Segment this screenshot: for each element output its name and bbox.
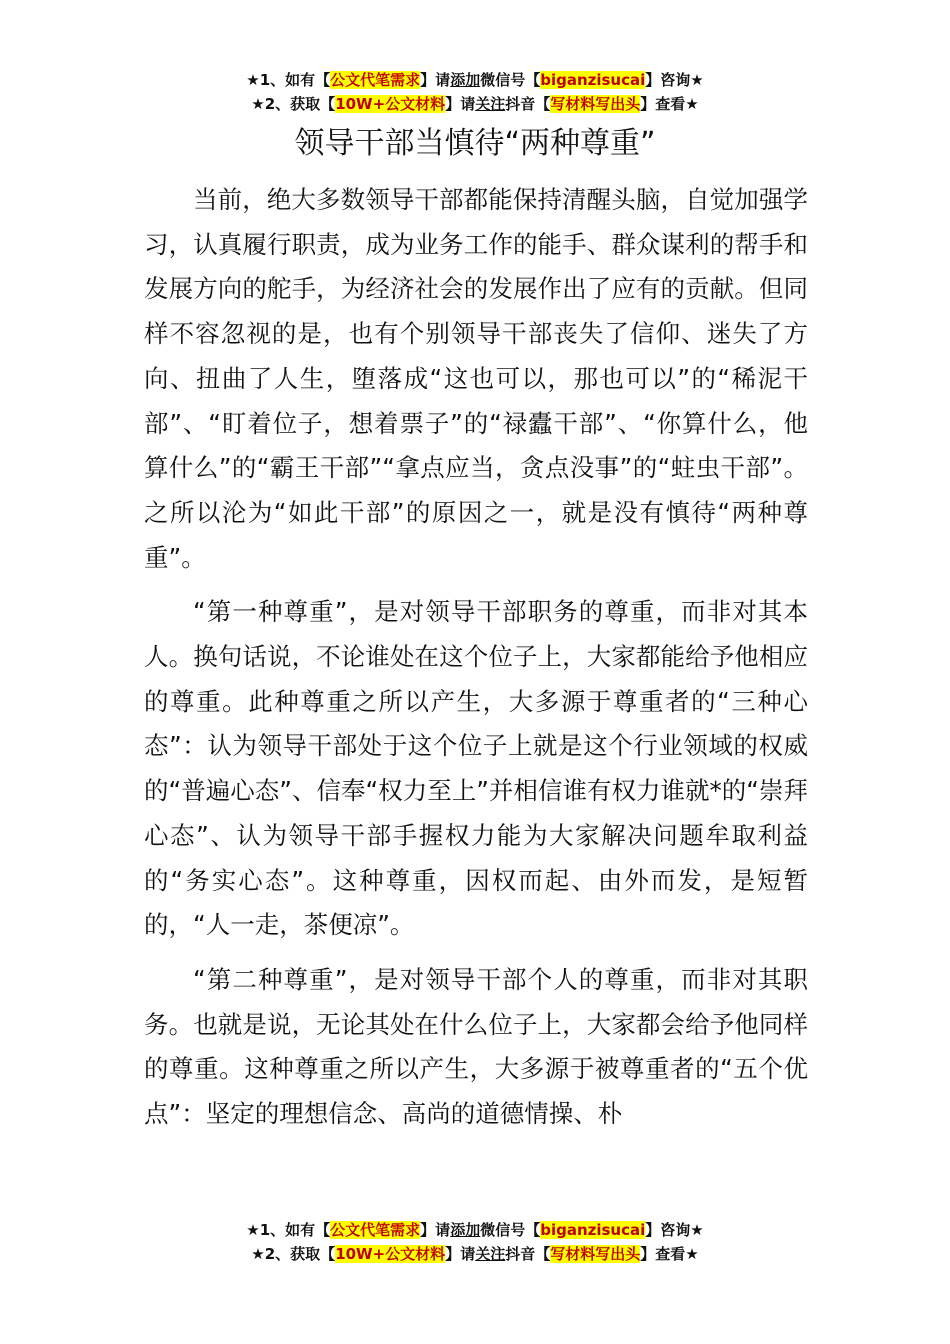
highlight-service: 公文代笔需求: [330, 71, 421, 89]
banner-line-1: ★1、如有【公文代笔需求】请添加微信号【biganzisucai】咨询★: [246, 1221, 704, 1239]
highlight-materials: 10W+公文材料: [335, 1245, 446, 1263]
highlight-materials: 10W+公文材料: [335, 95, 446, 113]
header-banner: [0, 68, 950, 116]
highlight-douyin: 写材料写出头: [550, 1245, 641, 1263]
banner-line-2: ★2、获取【10W+公文材料】请关注抖音【写材料写出头】查看★: [251, 95, 699, 113]
paragraph: 当前，绝大多数领导干部都能保持清醒头脑，自觉加强学习，认真履行职责，成为业务工作的能手、群众谋利的帮手和发展方向的舵手，为经济社会的发展作出了应有的贡献。但同样不容忽视的是，也有个别领导干部丧失了信仰、迷失了方向、扭曲了人生，堕落成“这也可以，那也可以”的“稀泥干部”、“盯着位子，想着票子”的“禄蠹干部”、“你算什么，他算什么”的“霸王干部”“拿点应当，贪点没事”的“蛀虫干部”。之所以沦为“如此干部”的原因之一，就是没有慎待“两种尊重”。: [144, 185, 808, 572]
banner-line-2: ★2、获取【10W+公文材料】请关注抖音【写材料写出头】查看★: [251, 1245, 699, 1263]
footer-banner: [0, 1218, 950, 1266]
article-body: [144, 178, 808, 1147]
paragraph: “第二种尊重”，是对领导干部个人的尊重，而非对其职务。也就是说，无论其处在什么位子上，大家都会给予他同样的尊重。这种尊重之所以产生，大多源于被尊重者的“五个优点”：坚定的理想信念、高尚的道德情操、朴: [144, 964, 808, 1129]
highlight-service: 公文代笔需求: [330, 1221, 421, 1239]
paragraph: “第一种尊重”，是对领导干部职务的尊重，而非对其本人。换句话说，不论谁处在这个位子上，大家都能给予他相应的尊重。此种尊重之所以产生，大多源于尊重者的“三种心态”：认为领导干部处于这个位子上就是这个行业领域的权威的“普遍心态”、信奉“权力至上”并相信谁有权力谁就*的“崇拜心态”、认为领导干部手握权力能为大家解决问题牟取利益的“务实心态”。这种尊重，因权而起、由外而发，是短暂的，“人一走，茶便凉”。: [144, 597, 808, 940]
page-title: 领导干部当慎待“两种尊重”: [294, 126, 656, 161]
highlight-wechat-id: biganzisucai: [540, 71, 646, 89]
highlight-wechat-id: biganzisucai: [540, 1221, 646, 1239]
highlight-douyin: 写材料写出头: [550, 95, 641, 113]
banner-line-1: ★1、如有【公文代笔需求】请添加微信号【biganzisucai】咨询★: [246, 71, 704, 89]
